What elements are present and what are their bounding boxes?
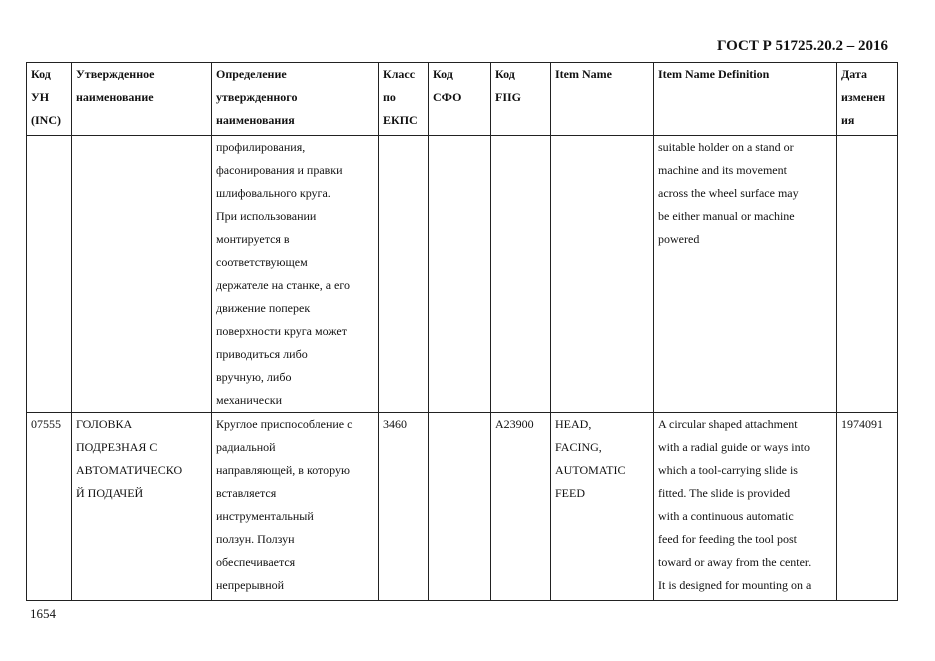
table-row	[27, 136, 898, 413]
cell-item-name: HEAD, FACING, AUTOMATIC FEED	[551, 413, 654, 601]
header-code-inc: Код УН (INC)	[27, 63, 72, 136]
header-ekps-class: Класс по ЕКПС	[379, 63, 429, 136]
standard-designation: ГОСТ Р 51725.20.2 – 2016	[716, 38, 888, 54]
header-item-name: Item Name	[551, 63, 654, 136]
header-fiig-code: Код FIIG	[491, 63, 551, 136]
cell-fiig-code	[491, 136, 551, 413]
header-definition: Определение утвержденного наименования	[212, 63, 379, 136]
cell-sfo-code	[429, 136, 491, 413]
header-sfo-code: Код СФО	[429, 63, 491, 136]
cell-definition: Круглое приспособление с радиальной направляющей, в которую вставляется инструментальный ползун. Ползун обеспечивается непрерывной	[212, 413, 379, 601]
cell-ekps-class	[379, 136, 429, 413]
table-header-row	[27, 63, 898, 136]
page-number: 1654	[30, 606, 56, 621]
header-item-name-definition: Item Name Definition	[654, 63, 837, 136]
cell-approved-name	[72, 136, 212, 413]
cell-code-inc: 07555	[27, 413, 72, 601]
cell-sfo-code	[429, 413, 491, 601]
header-change-date: Дата изменен ия	[837, 63, 898, 136]
cell-item-name-definition: A circular shaped attachment with a radial guide or ways into which a tool-carrying slide is fitted. The slide is provided with a continuous automatic feed for feeding the tool post toward or away from the center. It is designed for mounting on a	[654, 413, 837, 601]
cell-fiig-code: A23900	[491, 413, 551, 601]
specification-table	[26, 62, 898, 601]
cell-code-inc	[27, 136, 72, 413]
cell-item-name	[551, 136, 654, 413]
cell-item-name-definition: suitable holder on a stand or machine and its movement across the wheel surface may be either manual or machine powered	[654, 136, 837, 413]
cell-approved-name: ГОЛОВКА ПОДРЕЗНАЯ С АВТОМАТИЧЕСКО Й ПОДАЧЕЙ	[72, 413, 212, 601]
cell-ekps-class: 3460	[379, 413, 429, 601]
header-approved-name: Утвержденное наименование	[72, 63, 212, 136]
table-row	[27, 413, 898, 601]
cell-definition: профилирования, фасонирования и правки шлифовального круга. При использовании монтируется в соответствующем держателе на станке, а его движение поперек поверхности круга может приводиться либо вручную, либо механически	[212, 136, 379, 413]
cell-change-date: 1974091	[837, 413, 898, 601]
cell-change-date	[837, 136, 898, 413]
